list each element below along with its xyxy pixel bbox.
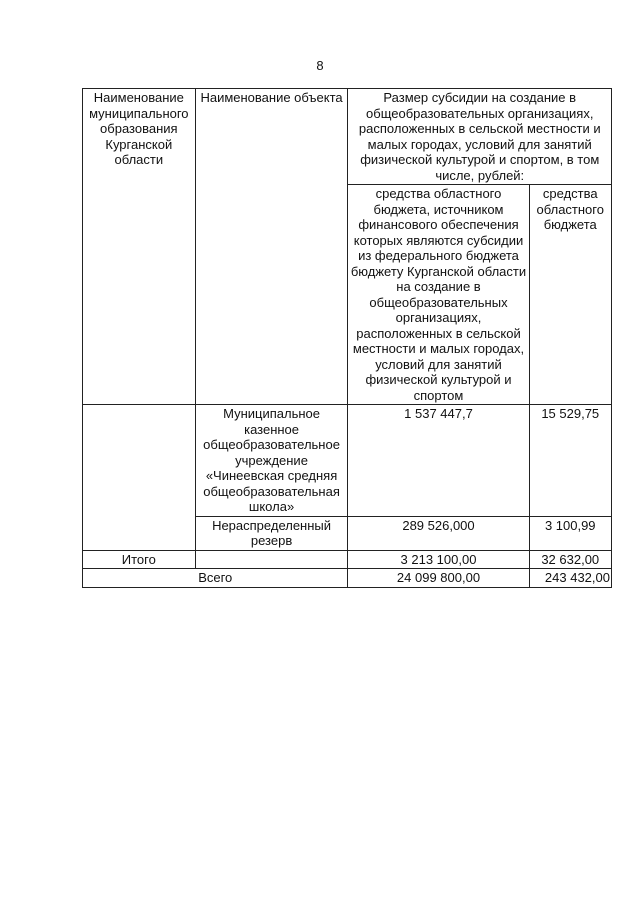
object-name: Нераспределенный резерв xyxy=(195,516,348,550)
header-regional-budget: средства областного бюджета xyxy=(529,185,612,405)
header-row xyxy=(83,89,612,185)
table-row xyxy=(83,405,612,517)
regional-value: 15 529,75 xyxy=(529,405,612,517)
vsego-federal: 24 099 800,00 xyxy=(348,569,529,588)
header-municipality: Наименование муниципального образования Курганской области xyxy=(83,89,196,405)
subsidy-table xyxy=(82,88,612,588)
itogo-empty xyxy=(195,550,348,569)
federal-value: 289 526,000 xyxy=(348,516,529,550)
itogo-regional: 32 632,00 xyxy=(529,550,612,569)
vsego-row xyxy=(83,569,612,588)
itogo-federal: 3 213 100,00 xyxy=(348,550,529,569)
header-object: Наименование объекта xyxy=(195,89,348,405)
object-name: Муниципальное казенное общеобразовательное учреждение «Чинеевская средняя общеобразовательная школа» xyxy=(195,405,348,517)
federal-value: 1 537 447,7 xyxy=(348,405,529,517)
regional-value: 3 100,99 xyxy=(529,516,612,550)
municipality-cell xyxy=(83,405,196,551)
vsego-label: Всего xyxy=(83,569,348,588)
itogo-row xyxy=(83,550,612,569)
header-federal-source: средства областного бюджета, источником финансового обеспечения которых являются субсидии из федерального бюджета бюджету Курганской области на создание в общеобразовательных организациях, расположенных в сельской местности и малых городах, условий для занятий физической культурой и спортом xyxy=(348,185,529,405)
header-subsidy-group: Размер субсидии на создание в общеобразовательных организациях, расположенных в сельской местности и малых городах, условий для занятий физической культурой и спортом, в том числе, рублей: xyxy=(348,89,612,185)
itogo-label: Итого xyxy=(83,550,196,569)
page-number: 8 xyxy=(316,58,324,73)
vsego-regional: 243 432,00 xyxy=(529,569,612,588)
